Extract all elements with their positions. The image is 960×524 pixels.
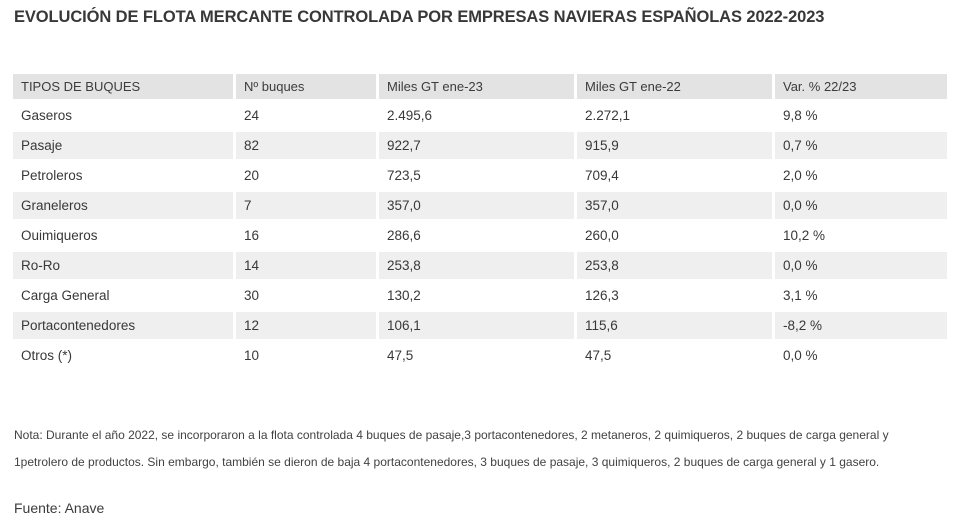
cell-n-buques: 16 bbox=[236, 222, 376, 249]
cell-gt-ene22: 115,6 bbox=[577, 312, 772, 339]
cell-n-buques: 24 bbox=[236, 102, 376, 129]
cell-gt-ene23: 253,8 bbox=[379, 252, 574, 279]
cell-var: 0,0 % bbox=[775, 252, 947, 279]
footnote-line-2: 1petrolero de productos. Sin embargo, también se dieron de baja 4 portacontenedores, 3 buques de pasaje, 3 quimiqueros, 2 buques de carga general y 1 gasero. bbox=[14, 455, 880, 469]
page-title: EVOLUCIÓN DE FLOTA MERCANTE CONTROLADA POR EMPRESAS NAVIERAS ESPAÑOLAS 2022-2023 bbox=[14, 8, 825, 26]
cell-var: 0,0 % bbox=[775, 342, 947, 369]
cell-n-buques: 30 bbox=[236, 282, 376, 309]
fleet-table bbox=[10, 71, 950, 372]
row-label: Ro-Ro bbox=[13, 252, 233, 279]
row-label: Graneleros bbox=[13, 192, 233, 219]
cell-gt-ene22: 2.272,1 bbox=[577, 102, 772, 129]
cell-var: 0,0 % bbox=[775, 192, 947, 219]
cell-n-buques: 12 bbox=[236, 312, 376, 339]
cell-n-buques: 20 bbox=[236, 162, 376, 189]
row-label: Gaseros bbox=[13, 102, 233, 129]
table-row bbox=[13, 312, 947, 339]
table-row bbox=[13, 192, 947, 219]
cell-var: 9,8 % bbox=[775, 102, 947, 129]
cell-gt-ene23: 2.495,6 bbox=[379, 102, 574, 129]
column-header-var: Var. % 22/23 bbox=[775, 74, 947, 99]
cell-n-buques: 14 bbox=[236, 252, 376, 279]
cell-gt-ene22: 253,8 bbox=[577, 252, 772, 279]
table-row bbox=[13, 342, 947, 369]
cell-var: 10,2 % bbox=[775, 222, 947, 249]
table-row bbox=[13, 132, 947, 159]
footnote-line-1: Nota: Durante el año 2022, se incorporaron a la flota controlada 4 buques de pasaje,3 portacontenedores, 2 metaneros, 2 quimiqueros, 2 buques de carga general y bbox=[14, 428, 889, 442]
cell-gt-ene22: 126,3 bbox=[577, 282, 772, 309]
cell-var: -8,2 % bbox=[775, 312, 947, 339]
row-label: Carga General bbox=[13, 282, 233, 309]
cell-var: 0,7 % bbox=[775, 132, 947, 159]
cell-n-buques: 7 bbox=[236, 192, 376, 219]
cell-n-buques: 10 bbox=[236, 342, 376, 369]
cell-gt-ene22: 709,4 bbox=[577, 162, 772, 189]
cell-var: 2,0 % bbox=[775, 162, 947, 189]
column-header-gt-ene22: Miles GT ene-22 bbox=[577, 74, 772, 99]
cell-var: 3,1 % bbox=[775, 282, 947, 309]
cell-gt-ene22: 260,0 bbox=[577, 222, 772, 249]
footnote bbox=[14, 422, 950, 476]
cell-gt-ene22: 915,9 bbox=[577, 132, 772, 159]
table-row bbox=[13, 222, 947, 249]
column-header-tipos: TIPOS DE BUQUES bbox=[13, 74, 233, 99]
cell-gt-ene23: 286,6 bbox=[379, 222, 574, 249]
row-label: Portacontenedores bbox=[13, 312, 233, 339]
table-row bbox=[13, 162, 947, 189]
table-row bbox=[13, 102, 947, 129]
column-header-n-buques: Nº buques bbox=[236, 74, 376, 99]
cell-gt-ene23: 47,5 bbox=[379, 342, 574, 369]
table-row bbox=[13, 282, 947, 309]
row-label: Otros (*) bbox=[13, 342, 233, 369]
cell-n-buques: 82 bbox=[236, 132, 376, 159]
row-label: Ouimiqueros bbox=[13, 222, 233, 249]
table-row bbox=[13, 252, 947, 279]
source-credit: Fuente: Anave bbox=[14, 500, 105, 516]
cell-gt-ene23: 723,5 bbox=[379, 162, 574, 189]
cell-gt-ene22: 47,5 bbox=[577, 342, 772, 369]
cell-gt-ene23: 357,0 bbox=[379, 192, 574, 219]
cell-gt-ene23: 922,7 bbox=[379, 132, 574, 159]
cell-gt-ene23: 106,1 bbox=[379, 312, 574, 339]
cell-gt-ene22: 357,0 bbox=[577, 192, 772, 219]
row-label: Pasaje bbox=[13, 132, 233, 159]
row-label: Petroleros bbox=[13, 162, 233, 189]
column-header-gt-ene23: Miles GT ene-23 bbox=[379, 74, 574, 99]
cell-gt-ene23: 130,2 bbox=[379, 282, 574, 309]
table-header-row bbox=[13, 74, 947, 99]
